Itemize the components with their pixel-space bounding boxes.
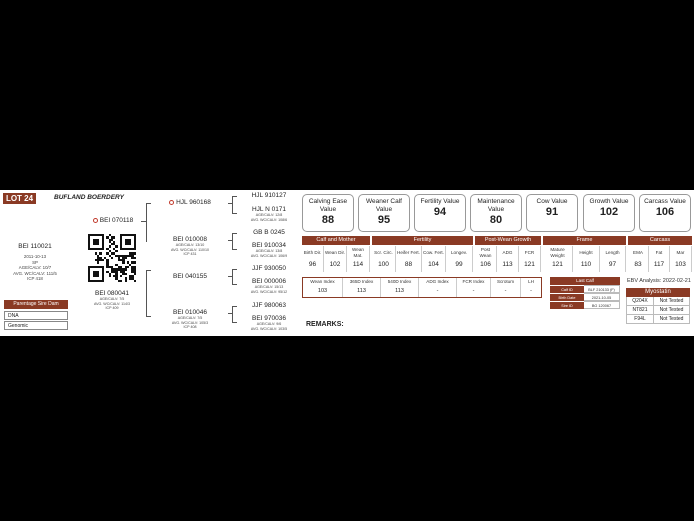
- dam-sire-id: BEI 040155: [173, 273, 207, 280]
- ebv-analysis-date: EBV Analysis: 2022-02-21: [627, 278, 691, 284]
- ebv-card-cow: [526, 194, 578, 232]
- animal-avg-wc: AVG. WC/CALV: 111/5: [13, 270, 57, 276]
- ebv-card-maintenance: [470, 194, 522, 232]
- ebv-card-fertility: [414, 194, 466, 232]
- lot-badge: LOT 24: [3, 193, 36, 204]
- ebv-card-growth: [583, 194, 635, 232]
- myostatin-value: Not Tested: [659, 307, 684, 313]
- last-calf-value: BLF 210133 (F): [584, 285, 620, 293]
- trait-label: Birth Dir.: [303, 249, 322, 255]
- trait-label: Height: [579, 249, 593, 255]
- ggp-ddd-avg-wc: AVG. WC/CALV: 103/5: [250, 326, 288, 331]
- ggp-ddd-age-calv: AGE/CALV: 9/6: [256, 322, 282, 326]
- trait-value: 104: [428, 261, 439, 268]
- ebv-card-value: 91: [545, 206, 559, 218]
- trait-cell: [573, 246, 600, 272]
- trait-cell: [600, 246, 626, 272]
- index-value: -: [436, 288, 439, 294]
- ggp-sds-id: GB B 0245: [253, 229, 285, 236]
- ebv-card-weaner-calf: [358, 194, 410, 232]
- myostatin-key: Q204X: [627, 297, 654, 305]
- trait-value: 102: [329, 261, 341, 268]
- trait-cell: [497, 246, 519, 272]
- trait-value: 100: [378, 261, 389, 268]
- ebv-card-value: 94: [433, 206, 447, 218]
- catalogue-sheet: [0, 190, 694, 336]
- index-value: -: [472, 288, 475, 294]
- index-cell: [491, 278, 521, 297]
- ggp-dsd-age-calv: AGE/CALV: 15/13: [254, 285, 284, 289]
- group-fertility: Fertility: [372, 236, 473, 245]
- ebv-card-value: 80: [489, 214, 503, 226]
- index-label: 540D Index: [387, 279, 412, 284]
- group-post-wean-growth: Post-Wean Growth: [475, 236, 541, 245]
- index-value: -: [504, 288, 507, 294]
- dam-avg-wc: AVG. WC/CALV: 114/3: [93, 301, 130, 306]
- ebv-card-label: Calving Ease Value: [308, 198, 348, 213]
- trait-cell: [543, 246, 573, 272]
- ebv-card-label: Carcass Value: [644, 198, 686, 205]
- ggp-sdd-age-calv: AGE/CALV: 13/8: [255, 249, 283, 253]
- last-calf-value: 2021-10-05: [584, 293, 620, 301]
- genomic-row: Genomic: [4, 321, 68, 330]
- dam-age-calv: AGE/CALV: 7/5: [99, 297, 125, 301]
- index-cell: [381, 278, 419, 297]
- trait-value: 103: [675, 261, 686, 268]
- sire-sire-id: HJL 960168: [164, 199, 216, 206]
- qr-code[interactable]: [88, 234, 136, 282]
- dna-row: DNA: [4, 311, 68, 320]
- index-cell: [303, 278, 343, 297]
- trait-cell: [347, 246, 370, 272]
- trait-cell: [519, 246, 541, 272]
- trait-cell: [628, 246, 649, 272]
- trait-label: Heifer Fert.: [397, 249, 420, 255]
- ebv-card-value: 95: [377, 214, 391, 226]
- index-label: 365D Index: [349, 279, 374, 284]
- last-calf-key: Sire ID: [550, 301, 584, 309]
- ggp-dds-id: JJF 980063: [252, 302, 286, 309]
- myostatin-key: NT821: [627, 306, 654, 314]
- ebv-card-label: Cow Value: [536, 198, 568, 205]
- parentage-header: Parentage Sire Dam: [4, 300, 68, 309]
- trait-label: Length: [605, 249, 620, 255]
- trait-value: 88: [404, 261, 413, 268]
- index-cell: [521, 278, 541, 297]
- myostatin-row: [626, 297, 690, 306]
- dam-dam-block: [162, 309, 218, 330]
- trait-value: 110: [580, 261, 592, 268]
- trait-value: 121: [552, 261, 563, 268]
- trait-cell: [422, 246, 446, 272]
- ggp-ddd-block: [240, 315, 298, 331]
- index-label: FCR Index: [462, 279, 485, 284]
- index-table: [302, 277, 542, 298]
- last-calf-header: Last Calf: [550, 277, 620, 285]
- sire-id: BEI 070118: [86, 217, 140, 224]
- index-value: -: [530, 288, 532, 294]
- trait-value: 106: [480, 261, 491, 268]
- ggp-ssd-avg-wc: AVG. WC/CALV: 108/6: [250, 217, 288, 222]
- sire-dam-age-calv: AGE/CALV: 13/10: [175, 243, 205, 247]
- index-label: Scrotum: [496, 279, 515, 284]
- trait-label: Mature Weight: [550, 247, 565, 258]
- myostatin-row: [626, 315, 690, 324]
- last-calf-row: [550, 301, 620, 309]
- ebv-card-label: Maintenance Value: [477, 198, 515, 213]
- myostatin-header: Myostatin: [626, 288, 690, 297]
- ggp-sss-id: HJL 910127: [251, 192, 287, 199]
- trait-label: ADG: [502, 249, 513, 255]
- dam-dam-avg-wc: AVG. WC/CALV: 105/3: [171, 320, 209, 325]
- index-cell: [457, 278, 491, 297]
- ebv-card-carcass: [639, 194, 691, 232]
- trait-label: Mar: [676, 249, 685, 255]
- ggp-sdd-avg-wc: AVG. WC/CALV: 106/9: [250, 253, 288, 258]
- trait-value: 113: [502, 261, 513, 268]
- dam-dam-id: BEI 010046: [173, 309, 207, 316]
- trait-label: Fat: [655, 249, 663, 255]
- group-calf-and-mother: Calf and Mother: [302, 236, 370, 245]
- myostatin-table: [626, 288, 690, 324]
- ggp-sdd-id: BEI 910034: [252, 242, 286, 249]
- index-label: LH: [528, 279, 534, 284]
- trait-cell: [324, 246, 347, 272]
- trait-value: 121: [524, 261, 535, 268]
- index-value: 103: [317, 288, 328, 294]
- trait-label: Post Wean: [479, 247, 492, 258]
- ebv-card-value: 88: [321, 214, 335, 226]
- last-calf-row: [550, 285, 620, 293]
- last-calf-row: [550, 293, 620, 301]
- group-carcass: Carcass: [628, 236, 692, 245]
- ebv-card-value: 106: [655, 206, 675, 218]
- trait-cell: [649, 246, 670, 272]
- myostatin-value: Not Tested: [659, 298, 684, 304]
- trait-cell: [475, 246, 497, 272]
- breeder-logo-icon: [93, 218, 98, 223]
- index-cell: [419, 278, 457, 297]
- trait-cell: [670, 246, 692, 272]
- ggp-ssd-block: [240, 206, 298, 222]
- index-cell: [343, 278, 381, 297]
- ebv-card-label: Growth Value: [589, 198, 629, 205]
- ebv-card-value: 102: [599, 206, 619, 218]
- animal-age-calv: AGE/CALV: 10/7: [18, 265, 52, 270]
- animal-block: [4, 243, 66, 282]
- dam-dam-age-calv: AGE/CALV: 7/5: [177, 316, 203, 320]
- last-calf-key: Calf ID: [550, 285, 584, 293]
- ggp-sdd-block: [240, 242, 298, 258]
- trait-label: Wean Mat.: [352, 247, 364, 258]
- myostatin-value: Not Tested: [659, 316, 684, 322]
- animal-icp: ICP 418: [27, 276, 43, 281]
- trait-label: Longev.: [450, 249, 467, 255]
- index-value: 113: [357, 288, 366, 294]
- dam-id: BEI 080041: [95, 290, 129, 297]
- index-value: 113: [395, 288, 404, 294]
- index-label: Wean Index: [310, 279, 335, 284]
- trait-value: 83: [634, 261, 642, 268]
- remarks-label: REMARKS:: [306, 321, 344, 328]
- last-calf-table: [550, 277, 620, 309]
- trait-value: 114: [352, 261, 364, 268]
- animal-dob: 2011-10-13: [23, 254, 47, 259]
- trait-label: FCR: [524, 249, 535, 255]
- sire-dam-icp: ICP 431: [183, 252, 197, 257]
- animal-sp: SP: [32, 259, 38, 265]
- sire-dam-id: BEI 010008: [173, 236, 207, 243]
- ebv-card-label: Weaner Calf Value: [365, 198, 402, 213]
- index-label: ADG Index: [426, 279, 449, 284]
- ggp-dss-id: JJF 930050: [252, 265, 286, 272]
- trait-cell: [446, 246, 473, 272]
- trait-value: 117: [653, 261, 665, 268]
- trait-label: Scr. Circ.: [374, 249, 393, 255]
- last-calf-value: BG 120067: [584, 301, 620, 309]
- sire-dam-block: [162, 236, 218, 257]
- ggp-dsd-block: [240, 278, 298, 294]
- group-frame: Frame: [543, 236, 626, 245]
- ggp-dsd-id: BEI 000006: [252, 278, 286, 285]
- trait-value: 96: [308, 261, 317, 268]
- dam-icp: ICP 409: [105, 306, 119, 311]
- trait-cell: [302, 246, 324, 272]
- sire-dam-avg-wc: AVG. WC/CALV: 110/10: [170, 247, 209, 252]
- last-calf-key: Birth Date: [550, 293, 584, 301]
- ggp-ddd-id: BEI 970036: [252, 315, 286, 322]
- trait-cell: [372, 246, 396, 272]
- animal-id: BEI 110021: [18, 243, 52, 250]
- ggp-ssd-id: HJL N 0171: [251, 206, 287, 213]
- dam-dam-icp: ICP 408: [183, 325, 197, 330]
- myostatin-row: [626, 306, 690, 315]
- ebv-card-calving-ease: [302, 194, 354, 232]
- trait-value: 99: [455, 261, 463, 268]
- trait-value: 97: [608, 261, 617, 268]
- trait-label: Wean Dir.: [324, 249, 346, 255]
- myostatin-key: F94L: [627, 315, 654, 323]
- dam-block: [84, 290, 140, 311]
- breeder-logo-icon: [169, 200, 174, 205]
- ggp-dsd-avg-wc: AVG. WC/CALV: 95/12: [250, 289, 288, 294]
- trait-label: EMA: [633, 249, 643, 255]
- ebv-card-label: Fertility Value: [420, 198, 460, 205]
- breeder-name: BUFLAND BOERDERY: [54, 194, 124, 201]
- ggp-ssd-age-calv: AGE/CALV: 12/8: [255, 213, 283, 217]
- trait-cell: [396, 246, 422, 272]
- trait-label: Cow. Fert.: [423, 249, 444, 255]
